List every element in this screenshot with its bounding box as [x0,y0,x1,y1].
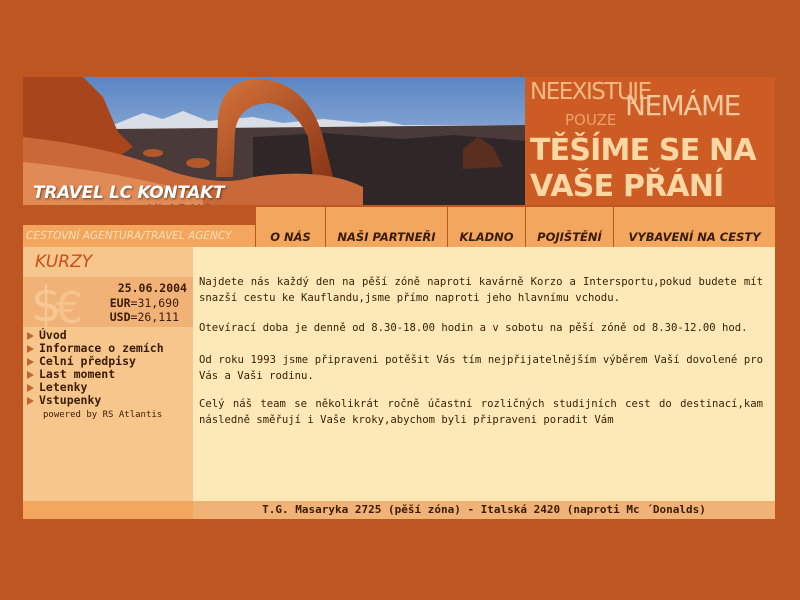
brand-title: TRAVEL LC KONTAKT [33,183,225,203]
nav-o-nas[interactable]: O NÁS [255,205,325,247]
powered-by: powered by RS Atlantis [43,410,163,420]
rate-date: 25.06.2004 [117,281,187,295]
slogan-line-1: NEEXISTUJE [530,79,651,105]
arrow-right-icon [27,345,34,353]
nav-nasi-partneri[interactable]: NAŠI PARTNEŘI [325,205,447,247]
slogan-line-5: VAŠE PŘÁNÍ [530,169,724,204]
menu-item-label: Last moment [39,367,116,381]
sidebar [23,247,193,501]
nav-kladno[interactable]: KLADNO [447,205,525,247]
arrow-right-icon [27,332,34,340]
menu-item-label: Celní předpisy [39,354,136,368]
slogan-line-4: TĚŠÍME SE NA [530,133,756,168]
rates-heading: KURZY [35,252,93,272]
eur-label: EUR [109,296,131,310]
arrow-right-icon [27,397,34,405]
nav-spacer [23,205,255,225]
usd-rate [110,310,179,324]
menu-item-label: Informace o zemích [39,341,164,355]
main-content [193,247,775,501]
team-paragraph: Celý náš team se několikrát ročně účastní rozličných studijních cest do destinací,kam následně směřují i Vaše kroky,abychom byli připraveni poradit Vám [199,398,763,426]
page-frame [23,77,775,519]
eur-value: =31,690 [130,296,179,310]
arrow-right-icon [27,384,34,392]
intro-paragraph: Najdete nás každý den na pěší zóně naproti kavárně Korzo a Intersportu,pokud budete mít snazší cestu ke Kauflandu,jsme přímo naproti jeho hlavnímu vchodu. [199,276,763,304]
nav-pojisteni[interactable]: POJIŠTĚNÍ [525,205,613,247]
top-navigation [255,205,775,247]
agency-tagline: CESTOVNÍ AGENTURA/TRAVEL AGENCY [23,225,255,247]
slogan-line-3: POUZE [565,111,617,129]
svg-text:$: $ [31,277,62,333]
menu-item-vstupenky[interactable] [27,394,164,407]
arrow-right-icon [27,371,34,379]
arrow-right-icon [27,358,34,366]
svg-text:€: € [55,283,83,334]
slogan-panel [525,77,775,205]
slogan-line-2: NEMÁME [625,89,740,122]
eur-rate [110,296,179,310]
footer-spacer [23,501,193,519]
hero-photo [23,77,525,205]
usd-label: USD [109,310,131,324]
nav-vybaveni-na-cesty[interactable]: VYBAVENÍ NA CESTY [613,205,775,247]
exchange-rates [23,277,193,334]
currency-symbols-icon [29,277,99,334]
menu-item-label: Vstupenky [39,393,102,407]
footer-address: T.G. Masaryka 2725 (pěší zóna) - Italská 2420 (naproti Mc ´Donalds) [193,501,775,519]
side-menu [27,329,164,407]
menu-item-label: Úvod [39,328,67,342]
history-paragraph: Od roku 1993 jsme připraveni potěšit Vás tím nejpřijatelnějším výběrem Vaší dovolené pro Vás a Vaši rodinu. [199,354,763,382]
usd-value: =26,111 [130,310,179,324]
opening-hours-paragraph: Otevírací doba je denně od 8.30-18.00 hodin a v sobotu na pěší zóně od 8.30-12.00 hod. [199,322,748,334]
menu-item-label: Letenky [39,380,88,394]
